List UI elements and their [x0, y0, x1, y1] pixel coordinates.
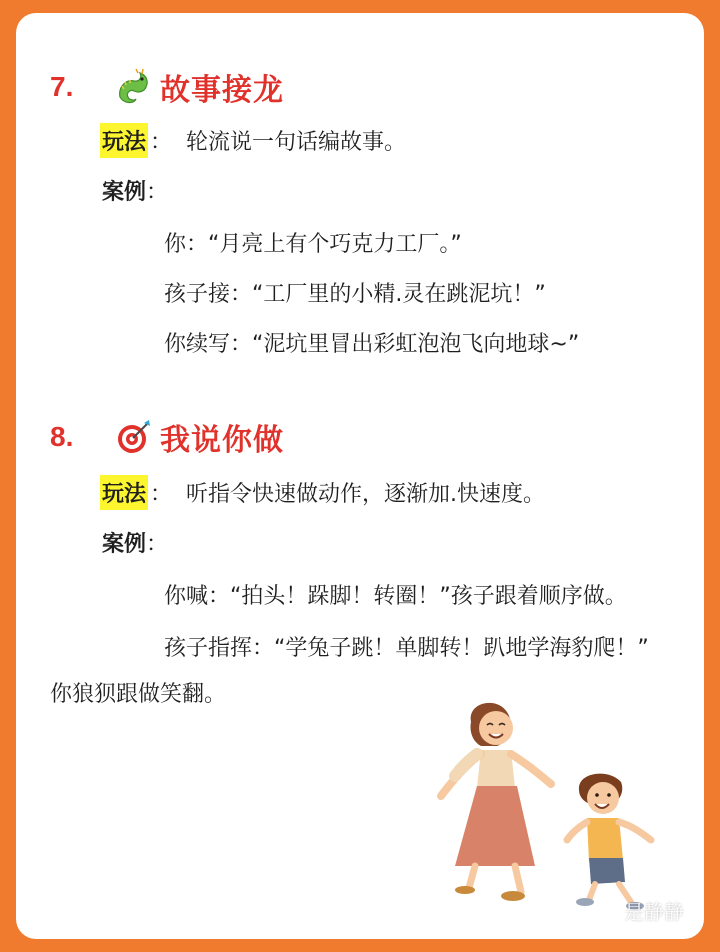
section-title: 我说你做 [160, 423, 284, 458]
case-label: 案例 [102, 532, 147, 557]
section-7-heading [50, 65, 284, 109]
content-card [16, 13, 704, 939]
play-label: 玩法 [100, 123, 148, 158]
play-label: 玩法 [100, 475, 148, 510]
section-number: 8. [50, 421, 74, 452]
section-8-heading [50, 415, 284, 459]
section-number: 7. [50, 71, 74, 102]
colon: ： [150, 482, 173, 507]
case-line: 你续写：“泥坑里冒出彩虹泡泡飞向地球~” [164, 332, 580, 357]
case-line: 你：“月亮上有个巧克力工厂。” [164, 232, 462, 257]
play-row [100, 475, 545, 510]
colon: ： [150, 130, 173, 155]
mother-figure [441, 703, 551, 901]
play-text: 轮流说一句话编故事。 [186, 130, 407, 155]
colon: ： [146, 532, 169, 557]
watermark: 是静静 [624, 900, 684, 924]
colon: ： [146, 180, 169, 205]
case-line-tail: 你狼狈跟做笑翻。 [50, 682, 227, 707]
play-text: 听指令快速做动作，逐渐加.快速度。 [186, 482, 546, 507]
target-dart-icon [112, 415, 156, 459]
case-row [102, 527, 168, 558]
dragon-icon [112, 65, 156, 109]
case-line: 孩子接：“工厂里的小精.灵在跳泥坑！” [164, 282, 546, 307]
section-title: 故事接龙 [160, 73, 284, 108]
mother-and-child-illustration [411, 688, 671, 918]
case-line: 孩子指挥：“学兔子跳！单脚转！趴地学海豹爬！” [164, 636, 649, 661]
play-row [100, 123, 406, 158]
child-figure [567, 774, 651, 910]
case-line: 你喊：“拍头！跺脚！转圈！”孩子跟着顺序做。 [164, 584, 627, 609]
case-label: 案例 [102, 180, 147, 205]
case-row [102, 175, 168, 206]
